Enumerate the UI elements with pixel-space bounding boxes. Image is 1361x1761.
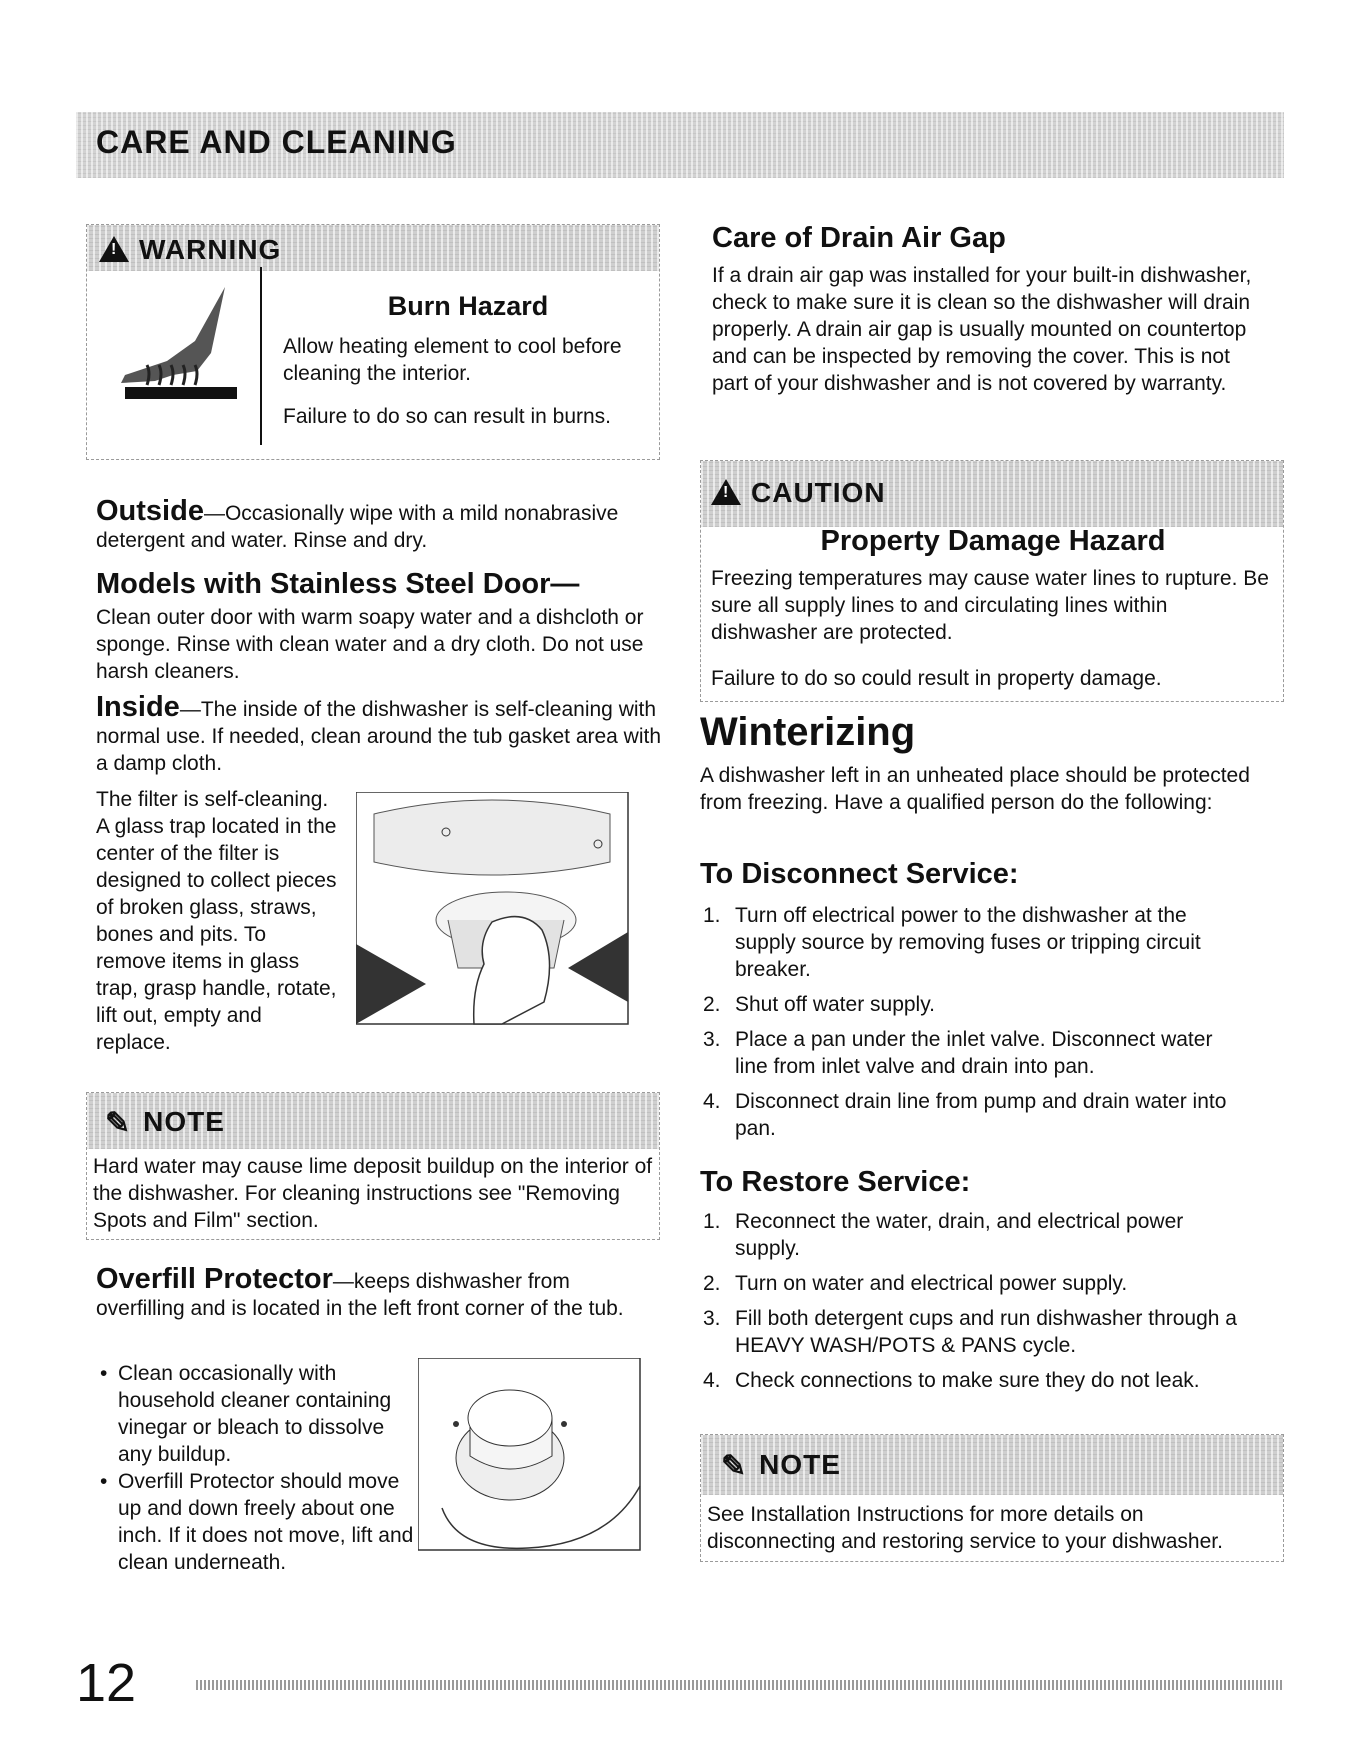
note-band-1 <box>87 1093 659 1149</box>
caution-text-1: Freezing temperatures may cause water lines to rupture. Be sure all supply lines to and circulating lines within dishwasher are protected. <box>711 567 1269 644</box>
winterizing-text: A dishwasher left in an unheated place should be protected from freezing. Have a qualified person do the following: <box>700 764 1250 814</box>
note-label-2: NOTE <box>759 1449 841 1480</box>
page-number: 12 <box>76 1653 137 1713</box>
overfill-bullet-2: • Overfill Protector should move up and down freely about one inch. If it does not move, lift and clean underneath. <box>96 1468 422 1576</box>
footer-rule <box>196 1680 1284 1690</box>
disconnect-heading: To Disconnect Service: <box>700 858 1019 890</box>
warning-hazard-title: Burn Hazard <box>387 291 549 321</box>
note-pin-icon: ✎ <box>721 1450 748 1483</box>
disconnect-step: 4. Disconnect drain line from pump and drain water into pan. <box>703 1090 1227 1140</box>
restore-step: 3. Fill both detergent cups and run dishwasher through a HEAVY WASH/POTS & PANS cycle. <box>703 1307 1237 1357</box>
caution-hazard-title: Property Damage Hazard <box>820 525 1166 557</box>
caution-box <box>700 460 1284 702</box>
warning-label: WARNING <box>139 234 282 265</box>
warning-box <box>86 224 660 460</box>
warning-divider <box>260 267 262 445</box>
air-gap-text: If a drain air gap was installed for your built-in dishwasher, check to make sure it is clean so the dishwasher will drain properly. A drain air gap is usually mounted on countertop and can be inspected by removing the cover. This is not part of your dishwasher and is not covered by warranty. <box>712 264 1252 395</box>
restore-steps <box>700 1208 1240 1402</box>
caution-text-2: Failure to do so could result in property damage. <box>711 667 1162 690</box>
disconnect-steps <box>700 902 1240 1150</box>
filter-text: The filter is self-cleaning. A glass trap located in the center of the filter is designed to collect pieces of broken glass, straws, bones and pits. To remove items in glass trap, grasp handle, rotate, lift out, empty and replace. <box>96 788 337 1054</box>
warning-triangle-icon <box>99 236 129 262</box>
restore-step: 2. Turn on water and electrical power supply. <box>703 1272 1128 1295</box>
warning-band <box>87 225 659 271</box>
warning-text-2: Failure to do so can result in burns. <box>283 405 612 428</box>
section-header-bar <box>76 112 1284 178</box>
restore-heading: To Restore Service: <box>700 1166 971 1198</box>
note-band-2 <box>701 1435 1283 1495</box>
disconnect-step: 3. Place a pan under the inlet valve. Disconnect water line from inlet valve and drain into pan. <box>703 1028 1213 1078</box>
note-box-1 <box>86 1092 660 1240</box>
caution-triangle-icon <box>711 479 741 505</box>
disconnect-step: 1. Turn off electrical power to the dishwasher at the supply source by removing fuses or tripping circuit breaker. <box>703 904 1201 981</box>
note-text-1: Hard water may cause lime deposit buildup on the interior of the dishwasher. For cleaning instructions see "Removing Spots and Film" section. <box>93 1155 653 1232</box>
stainless-text: Clean outer door with warm soapy water and a dishcloth or sponge. Rinse with clean water and a dry cloth. Do not use harsh cleaners. <box>96 606 644 683</box>
overfill-bullet-1: • Clean occasionally with household cleaner containing vinegar or bleach to dissolve any buildup. <box>96 1360 422 1468</box>
note-text-2: See Installation Instructions for more details on disconnecting and restoring service to your dishwasher. <box>707 1503 1223 1553</box>
caution-band <box>701 461 1283 527</box>
overfill-bullets <box>96 1360 456 1576</box>
air-gap-heading: Care of Drain Air Gap <box>712 222 1006 254</box>
overfill-lead: Overfill Protector <box>96 1263 333 1295</box>
inside-text: —The inside of the dishwasher is self-cleaning with normal use. If needed, clean around the tub gasket area with a damp cloth. <box>96 698 662 775</box>
warning-text-1: Allow heating element to cool before cleaning the interior. <box>283 335 622 385</box>
caution-label: CAUTION <box>751 477 886 508</box>
stainless-heading: Models with Stainless Steel Door— <box>96 568 580 600</box>
outside-paragraph <box>96 495 662 554</box>
outside-lead: Outside <box>96 495 204 527</box>
disconnect-step: 2. Shut off water supply. <box>703 993 936 1016</box>
inside-paragraph <box>96 691 662 777</box>
restore-step: 4. Check connections to make sure they do not leak. <box>703 1369 1200 1392</box>
outside-text: —Occasionally wipe with a mild nonabrasive detergent and water. Rinse and dry. <box>96 502 619 552</box>
glass-trap-illustration <box>356 792 630 1026</box>
inside-lead: Inside <box>96 691 180 723</box>
note-pin-icon: ✎ <box>105 1107 132 1140</box>
winterizing-heading: Winterizing <box>700 710 916 754</box>
restore-step: 1. Reconnect the water, drain, and electrical power supply. <box>703 1210 1184 1260</box>
note-box-2 <box>700 1434 1284 1562</box>
note-label-1: NOTE <box>143 1106 225 1137</box>
overfill-paragraph <box>96 1263 662 1322</box>
burn-hazard-icon <box>107 283 247 405</box>
overfill-text: —keeps dishwasher from overfilling and is located in the left front corner of the tub. <box>96 1270 624 1320</box>
section-title: CARE AND CLEANING <box>96 124 457 160</box>
